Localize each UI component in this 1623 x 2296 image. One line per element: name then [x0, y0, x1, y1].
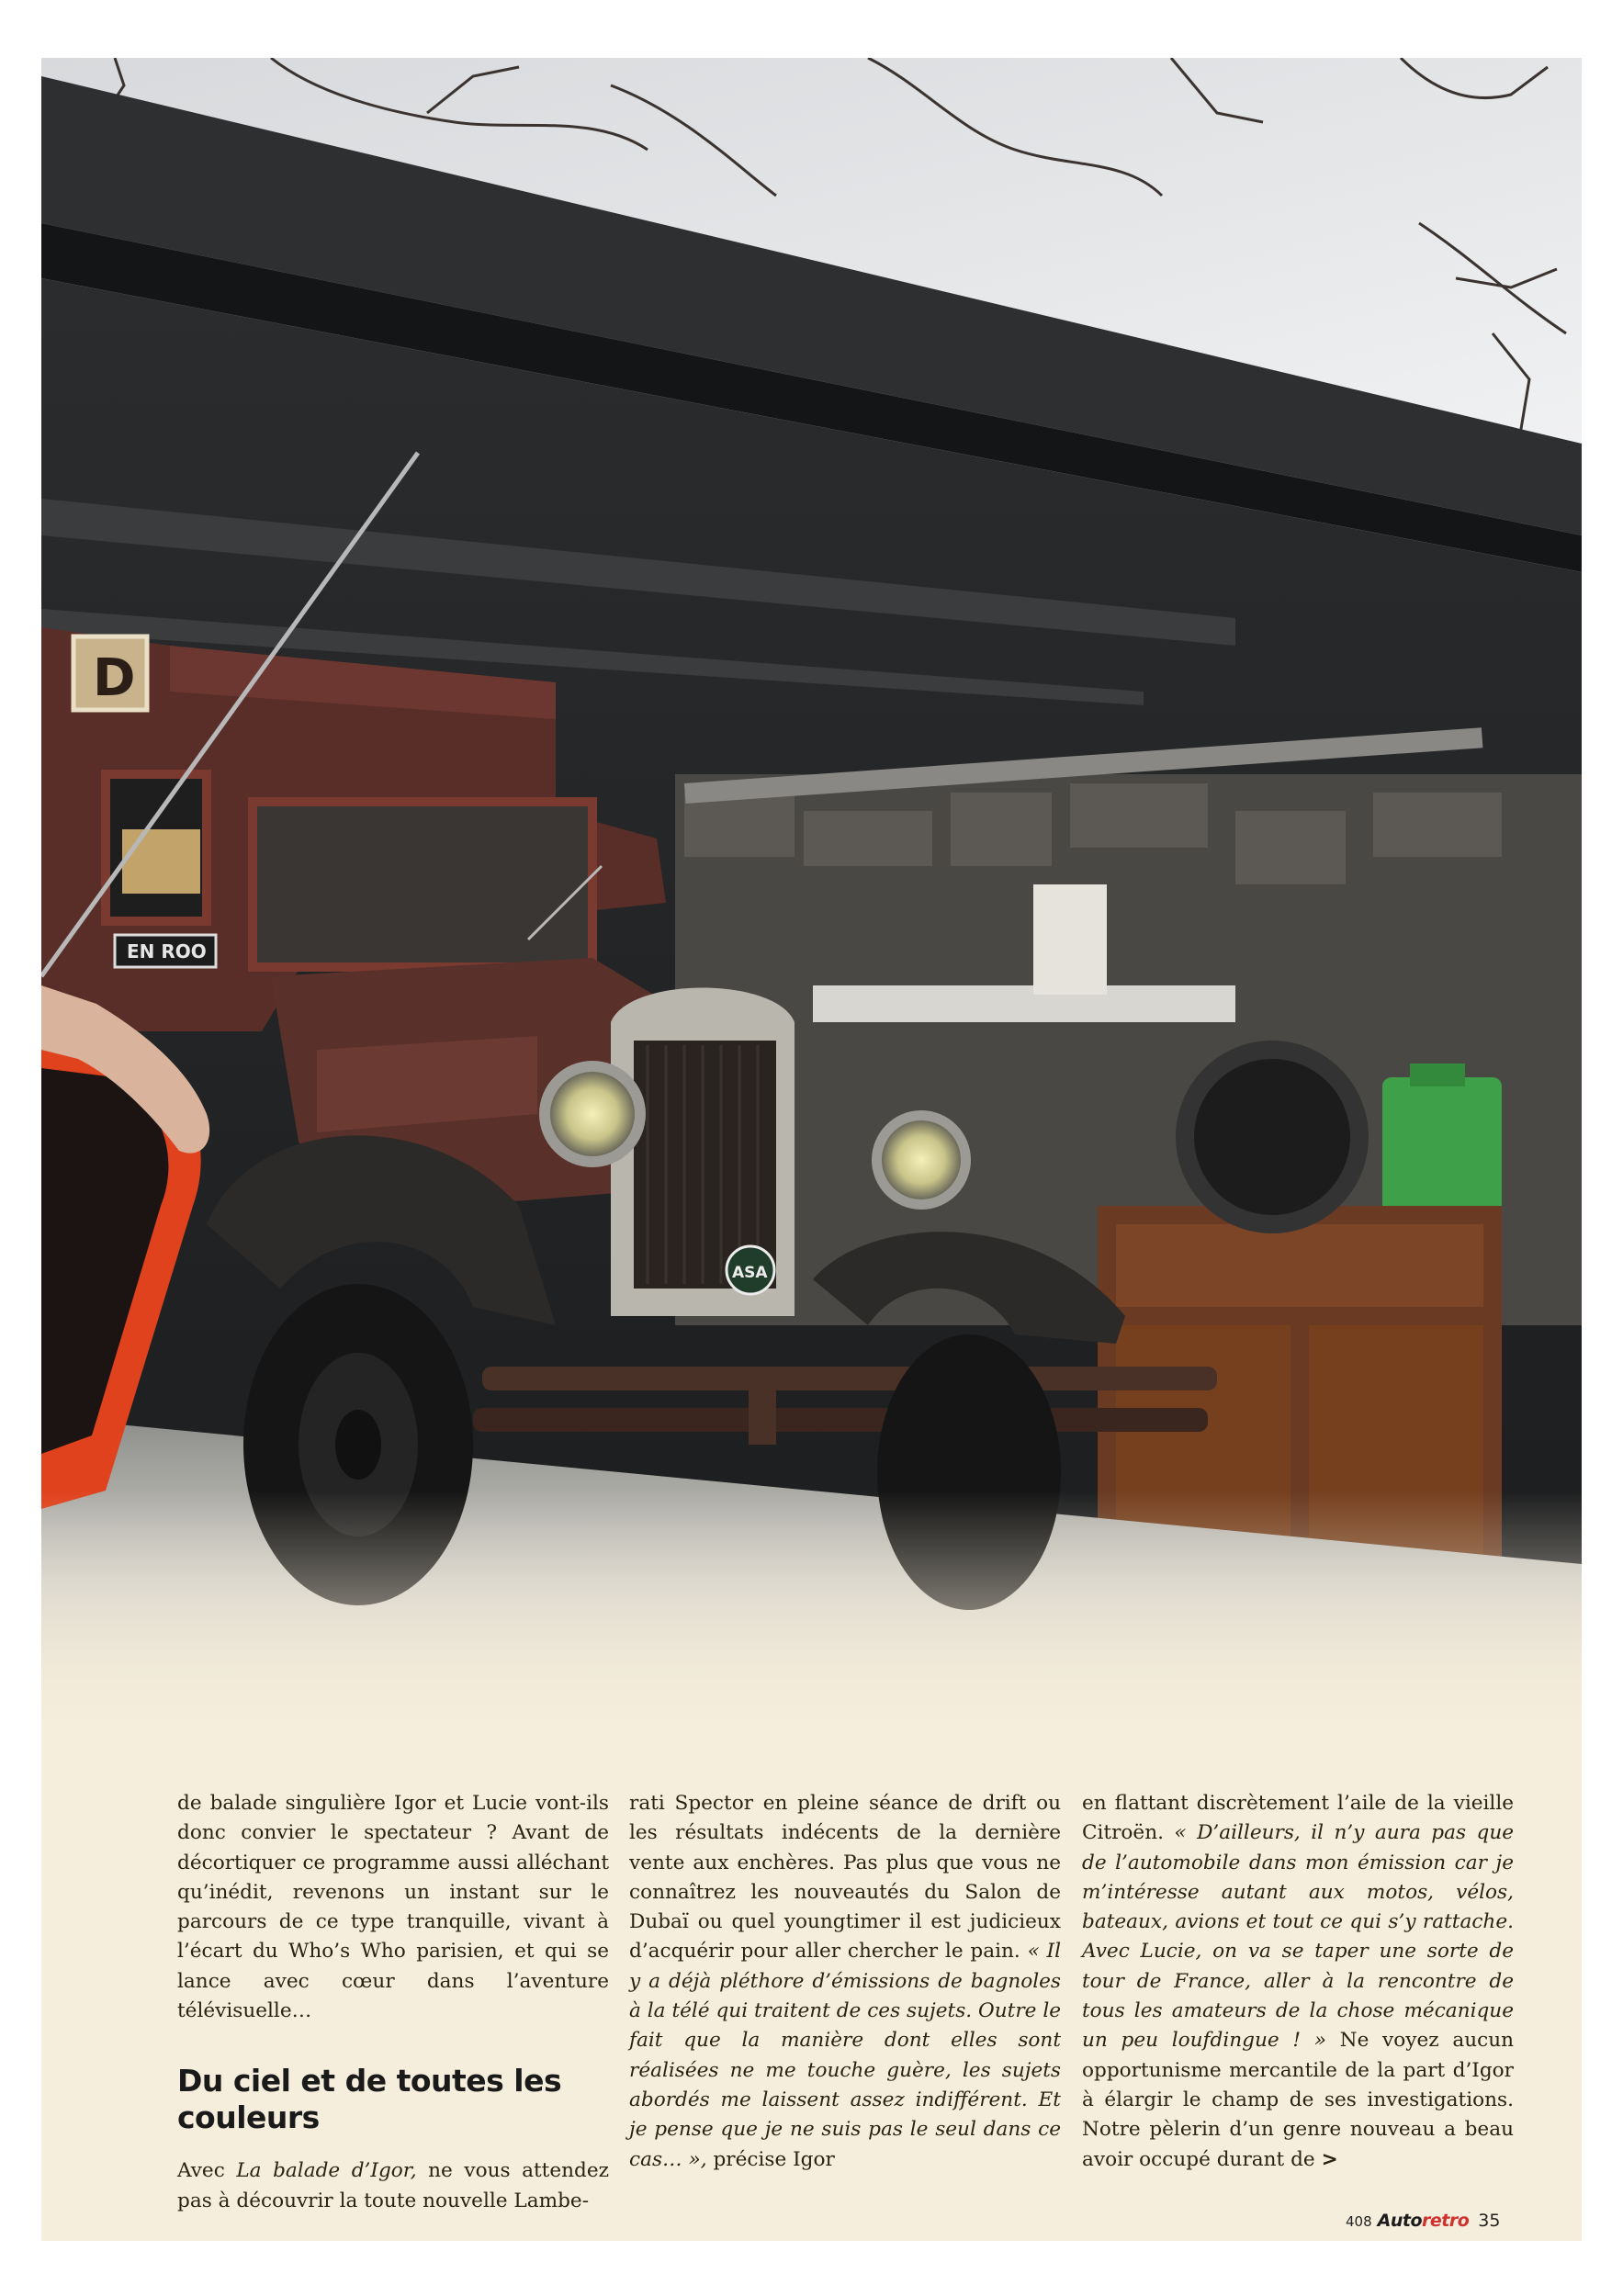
truck-plate: EN ROO: [127, 940, 207, 962]
issue-number: 408: [1346, 2213, 1372, 2230]
article-paragraph: [177, 2156, 609, 2216]
page-number: 35: [1478, 2211, 1501, 2231]
article-paragraph: [629, 1789, 1061, 2175]
article-paragraph: de balade singulière Igor et Lucie vont-ils donc convier le spectateur ? Avant de décortiquer ce programme aussi alléchant qu’inédit, revenons un instant sur le parcours de ce type tranquille, vivant à l’écart du Who’s Who parisien, et qui se lance avec cœur dans l’aventure télévisuelle…: [177, 1792, 609, 2023]
text-run: ne vous attendez pas à découvrir la toute nouvelle Lambe-: [177, 2159, 610, 2212]
show-title: La balade d’Igor,: [236, 2159, 417, 2183]
quote: « D’ailleurs, il n’y aura pas que de l’automobile dans mon émission car je m’intéresse autant aux motos, vélos, bateaux, avions et tout ce qui s’y rattache. Avec Lucie, on va se taper une sorte de tour de France, aller à la rencontre de tous les amateurs de la chose mécanique un peu loufdingue ! »: [1082, 1821, 1515, 2053]
article-column-3: [1082, 1789, 1514, 2175]
brand-logo-auto: Auto: [1377, 2211, 1423, 2231]
text-run: Ne voyez aucun opportunisme mercantile de la part d’Igor à élargir le champ de ses investigations. Notre pèlerin d’un genre nouveau a beau avoir occupé durant de: [1082, 2029, 1515, 2171]
section-heading: Du ciel et de toutes les couleurs: [177, 2063, 562, 2136]
page-folio: [1346, 2211, 1500, 2231]
continue-arrow-icon: >: [1321, 2147, 1338, 2171]
quote: « Il y a déjà pléthore d’émissions de bagnoles à la télé qui traitent de ces sujets. Outre le fait que la manière dont elles sont réalisées ne me touche guère, les sujets abordés me laissent assez indifférent. Et je pense que je ne suis pas le seul dans ce cas… »,: [629, 1940, 1061, 2171]
article-column-2: [629, 1789, 1061, 2175]
text-run: rati Spector en pleine séance de drift ou les résultats indécents de la dernière vente aux enchères. Pas plus que vous ne connaîtrez les nouveautés du Salon de Dubaï ou quel youngtimer il est judicieux d’acquérir pour aller chercher le pain.: [629, 1792, 1061, 1964]
van-sign: D: [93, 648, 136, 708]
text-run: Avec: [177, 2159, 237, 2183]
text-run: en flattant discrètement l’aile de la vieille Citroën.: [1082, 1792, 1514, 1845]
article-column-1: [177, 1789, 609, 2216]
article-paragraph: [1082, 1789, 1514, 2175]
grille-badge: ASA: [732, 1264, 768, 1282]
text-run: précise Igor: [706, 2147, 835, 2171]
garage-vintage-car-photo: [41, 58, 1582, 1748]
brand-logo-retro: retro: [1422, 2211, 1470, 2231]
page-background: [41, 58, 1582, 2241]
